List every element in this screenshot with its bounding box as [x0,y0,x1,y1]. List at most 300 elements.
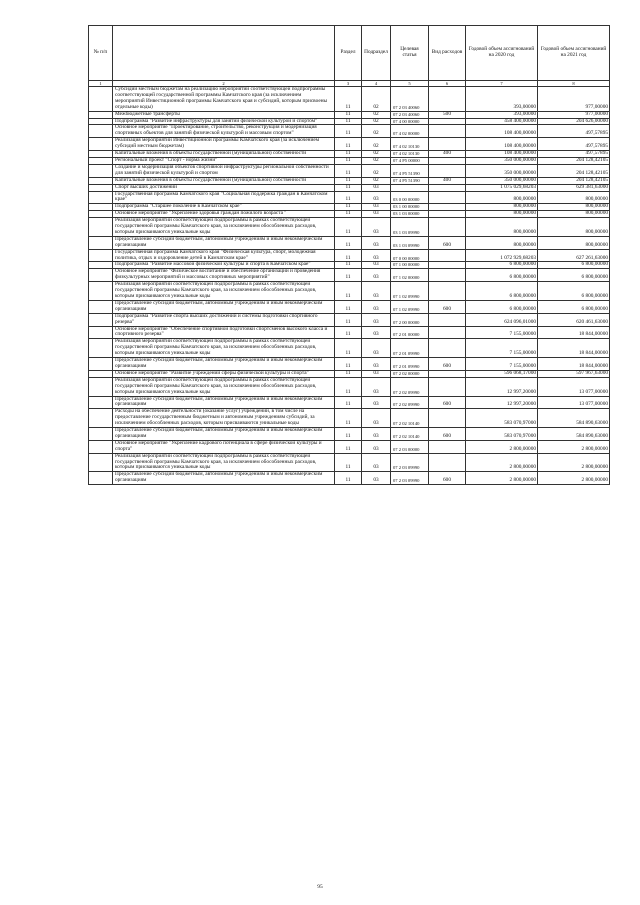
cell-section: 11 [335,453,362,472]
cell-num [89,236,113,249]
column-header-2021: Годовой объем ассигнований на 2021 год [538,26,610,81]
cell-name: Предоставление субсидий бюджетным, автономным учреждениям и иным некоммерческим организациям [113,358,335,371]
column-number: 4 [362,81,391,87]
cell-2021: 800,00000 [538,204,610,211]
cell-2021: 497,57895 [538,138,610,151]
cell-section: 11 [335,125,362,138]
cell-2020: 350 000,00000 [466,164,538,177]
cell-target: 07 1 02 09990 [391,300,429,313]
cell-subsection: 03 [362,249,391,262]
table-row [89,184,610,191]
cell-target: 07 4 02 10130 [391,151,429,158]
cell-name: Подпрограмма "Развитие спорта высших достижений и системы подготовки спортивного резерва" [113,313,335,326]
table-row [89,339,610,358]
cell-section: 11 [335,313,362,326]
cell-target: 07 2 03 40060 [391,111,429,118]
cell-expense-type: 500 [429,111,466,118]
cell-2020: 596 068,17000 [466,370,538,377]
cell-2021: 800,00000 [538,211,610,218]
cell-subsection: 03 [362,396,391,409]
cell-expense-type [429,326,466,339]
cell-subsection: 03 [362,440,391,453]
cell-2021: 2 800,00000 [538,472,610,485]
cell-subsection: 03 [362,184,391,191]
cell-num [89,249,113,262]
column-number: 3 [335,81,362,87]
cell-target: 03 1 03 09990 [391,218,429,237]
cell-subsection: 03 [362,428,391,441]
cell-name: Реализация мероприятий соответствующей подпрограммы в рамках соответствующей государственной программы Камчатского края, за исключением обособленных расходов, которым присваиваются уникальные коды [113,218,335,237]
cell-expense-type: 600 [429,396,466,409]
cell-section: 11 [335,184,362,191]
cell-target: 07 4 P5 51390 [391,164,429,177]
cell-section: 11 [335,300,362,313]
table-body [89,87,610,485]
cell-target: 07 0 00 00000 [391,249,429,262]
table-row [89,87,610,112]
cell-2020: 108 400,00000 [466,138,538,151]
cell-section: 11 [335,377,362,396]
budget-table [88,25,610,485]
table-row [89,313,610,326]
cell-expense-type [429,249,466,262]
cell-expense-type [429,157,466,164]
cell-num [89,339,113,358]
cell-target: 07 4 02 00000 [391,125,429,138]
cell-2021: 204 128,42105 [538,177,610,184]
cell-expense-type [429,440,466,453]
cell-name: Основное мероприятие "Укрепление кадрового потенциала в сфере физической культуры и спорта" [113,440,335,453]
cell-2021: 800,00000 [538,191,610,204]
cell-subsection: 02 [362,151,391,158]
table-row [89,396,610,409]
cell-section: 11 [335,87,362,112]
cell-target: 07 2 00 00000 [391,313,429,326]
cell-target: 07 4 P5 00000 [391,157,429,164]
cell-num [89,377,113,396]
cell-num [89,262,113,269]
cell-2020: 1 075 029,68203 [466,184,538,191]
cell-expense-type: 600 [429,358,466,371]
cell-name: Реализация мероприятий соответствующей подпрограммы в рамках соответствующей государственной программы Камчатского края, за исключением обособленных расходов, которым присваиваются уникальные коды [113,282,335,301]
cell-2020: 458 400,00000 [466,118,538,125]
cell-expense-type [429,118,466,125]
cell-name: Основное мероприятие "Развитие учреждений сферы физической культуры и спорта" [113,370,335,377]
cell-name: Предоставление субсидий бюджетным, автономным учреждениям и иным некоммерческим организациям [113,236,335,249]
cell-section: 11 [335,204,362,211]
cell-section: 11 [335,370,362,377]
cell-num [89,269,113,282]
column-header-target: Целевая статья [391,26,429,81]
cell-num [89,111,113,118]
cell-2021: 13 077,00000 [538,396,610,409]
cell-expense-type [429,269,466,282]
table-row [89,428,610,441]
cell-name: Предоставление субсидий бюджетным, автономным учреждениям и иным некоммерческим организациям [113,428,335,441]
column-number: 7 [466,81,538,87]
cell-subsection: 02 [362,87,391,112]
cell-subsection: 03 [362,191,391,204]
cell-expense-type [429,262,466,269]
cell-target: 03 1 00 00000 [391,204,429,211]
cell-2021: 977,00000 [538,111,610,118]
cell-num [89,157,113,164]
cell-expense-type: 600 [429,236,466,249]
cell-expense-type [429,138,466,151]
cell-name: Подпрограмма "Старшее поколение в Камчатском крае" [113,204,335,211]
cell-name: Подпрограмма "Развитие инфраструктуры для занятий физической культурой и спортом" [113,118,335,125]
cell-target: 07 4 02 10130 [391,138,429,151]
cell-num [89,300,113,313]
cell-target: 07 2 03 00000 [391,440,429,453]
column-number: 2 [113,81,335,87]
cell-num [89,453,113,472]
cell-section: 11 [335,138,362,151]
cell-2021: 620 461,63000 [538,313,610,326]
cell-section: 11 [335,111,362,118]
cell-subsection: 03 [362,204,391,211]
cell-2021: 597 967,63000 [538,370,610,377]
table-row [89,164,610,177]
cell-2020: 1 072 929,68203 [466,249,538,262]
cell-2021: 800,00000 [538,236,610,249]
table-row [89,236,610,249]
table-row [89,125,610,138]
cell-target: 07 2 03 09990 [391,472,429,485]
cell-section: 11 [335,396,362,409]
cell-subsection: 03 [362,409,391,428]
cell-section: 11 [335,440,362,453]
cell-num [89,218,113,237]
column-number: 6 [429,81,466,87]
cell-2021: 6 800,00000 [538,282,610,301]
budget-table-sheet [88,25,609,485]
cell-target: 07 4 00 00000 [391,118,429,125]
cell-target: 07 1 02 00000 [391,269,429,282]
cell-expense-type [429,453,466,472]
cell-target: 07 2 03 40060 [391,87,429,112]
cell-2020: 583 070,97000 [466,428,538,441]
cell-subsection: 03 [362,236,391,249]
cell-name: Основное мероприятие "Проектирование, строительство, реконструкция и модернизация спортивных объектов для занятий физической культурой и массовым спортом" [113,125,335,138]
cell-name: Государственная программа Камчатского края "Физическая культура, спорт, молодежная политика, отдых и оздоровление детей в Камчатском крае" [113,249,335,262]
cell-name: Основное мероприятие "Укрепление здоровья граждан пожилого возраста " [113,211,335,218]
column-header-name [113,26,335,81]
cell-2020: 624 096,01000 [466,313,538,326]
cell-num [89,428,113,441]
cell-2020: 800,00000 [466,191,538,204]
table-row [89,440,610,453]
cell-section: 11 [335,164,362,177]
cell-subsection: 03 [362,218,391,237]
table-header-row [89,26,610,81]
cell-name: Создание и модернизация объектов спортивной инфраструктуры региональной собственности для занятий физической культурой и спортом [113,164,335,177]
cell-target: 07 2 02 09990 [391,396,429,409]
cell-target: 07 2 01 09990 [391,339,429,358]
cell-expense-type [429,184,466,191]
cell-subsection: 02 [362,125,391,138]
table-row [89,453,610,472]
cell-2020: 393,00000 [466,87,538,112]
cell-2020: 350 000,00000 [466,157,538,164]
cell-num [89,184,113,191]
cell-section: 11 [335,428,362,441]
cell-name: Капитальные вложения в объекты государственной (муниципальной) собственности [113,177,335,184]
cell-name: Предоставление субсидий бюджетным, автономным учреждениям и иным некоммерческим организациям [113,472,335,485]
cell-section: 11 [335,409,362,428]
cell-2020: 6 800,00000 [466,282,538,301]
cell-section: 11 [335,326,362,339]
cell-name: Спорт высших достижений [113,184,335,191]
cell-target: 07 4 P5 51390 [391,177,429,184]
cell-section: 11 [335,472,362,485]
cell-name: Региональный проект "Спорт - норма жизни" [113,157,335,164]
table-row [89,326,610,339]
cell-num [89,409,113,428]
cell-target: 07 2 02 10140 [391,409,429,428]
cell-2021: 497,57895 [538,125,610,138]
cell-section: 11 [335,339,362,358]
cell-target: 07 2 01 00000 [391,326,429,339]
cell-subsection: 03 [362,370,391,377]
table-row [89,282,610,301]
cell-target: 07 2 02 09990 [391,377,429,396]
cell-2020: 800,00000 [466,204,538,211]
cell-expense-type [429,191,466,204]
cell-2020: 2 800,00000 [466,453,538,472]
cell-2020: 108 400,00000 [466,151,538,158]
cell-expense-type: 600 [429,472,466,485]
cell-name: Межбюджетные трансферты [113,111,335,118]
cell-2021: 584 890,63000 [538,428,610,441]
table-row [89,377,610,396]
cell-name: Реализация мероприятий Инвестиционной программы Камчатского края (за исключением субсидий местным бюджетам) [113,138,335,151]
cell-subsection: 03 [362,358,391,371]
cell-subsection: 02 [362,157,391,164]
cell-expense-type [429,164,466,177]
cell-section: 11 [335,282,362,301]
cell-num [89,472,113,485]
cell-num [89,151,113,158]
cell-name: Основное мероприятие "Физическое воспитание и обеспечение организации и проведения физкультурных мероприятий и массовых спортивных мероприятий" [113,269,335,282]
cell-num [89,125,113,138]
cell-target: 07 2 01 09990 [391,358,429,371]
cell-num [89,396,113,409]
cell-2020: 7 155,00000 [466,339,538,358]
cell-expense-type [429,125,466,138]
page-number: 95 [317,884,323,890]
cell-name: Подпрограмма "Развитие массовой физической культуры и спорта в Камчатском крае" [113,262,335,269]
cell-2020: 350 000,00000 [466,177,538,184]
cell-section: 11 [335,118,362,125]
table-row [89,191,610,204]
column-header-subsection: Подраздел [362,26,391,81]
cell-2021: 18 844,00000 [538,326,610,339]
cell-subsection: 03 [362,339,391,358]
cell-expense-type [429,87,466,112]
cell-name: Государственная программа Камчатского края "Социальная поддержка граждан в Камчатском крае" [113,191,335,204]
cell-2020: 6 800,00000 [466,262,538,269]
cell-2020: 12 997,20000 [466,377,538,396]
cell-subsection: 03 [362,453,391,472]
cell-2020: 393,00000 [466,111,538,118]
cell-num [89,211,113,218]
cell-subsection: 03 [362,282,391,301]
cell-name: Расходы на обеспечение деятельности (оказание услуг) учреждений, в том числе на предоставление государственным бюджетным и автономным учреждениям субсидий, за исключением обособленных расходов, которым присваиваются уникальные коды [113,409,335,428]
cell-name: Реализация мероприятий соответствующей подпрограммы в рамках соответствующей государственной программы Камчатского края, за исключением обособленных расходов, которым присваиваются уникальные коды [113,453,335,472]
cell-2020: 2 800,00000 [466,440,538,453]
column-header-2020: Годовой объем ассигнований на 2020 год [466,26,538,81]
cell-2021: 18 844,00000 [538,339,610,358]
cell-num [89,177,113,184]
cell-expense-type [429,211,466,218]
cell-section: 11 [335,211,362,218]
cell-expense-type: 600 [429,300,466,313]
cell-section: 11 [335,191,362,204]
cell-section: 11 [335,177,362,184]
cell-name: Предоставление субсидий бюджетным, автономным учреждениям и иным некоммерческим организациям [113,396,335,409]
cell-subsection: 02 [362,138,391,151]
cell-2020: 7 155,00000 [466,358,538,371]
cell-expense-type: 600 [429,428,466,441]
cell-section: 11 [335,151,362,158]
cell-2021: 627 261,63000 [538,249,610,262]
cell-subsection: 02 [362,111,391,118]
table-row [89,300,610,313]
cell-section: 11 [335,358,362,371]
cell-target: 07 1 02 09990 [391,282,429,301]
cell-2020: 12 997,20000 [466,396,538,409]
cell-expense-type [429,282,466,301]
cell-subsection: 02 [362,164,391,177]
cell-2020: 800,00000 [466,218,538,237]
column-number: 8 [538,81,610,87]
cell-name: Предоставление субсидий бюджетным, автономным учреждениям и иным некоммерческим организациям [113,300,335,313]
cell-name: Субсидии местным бюджетам на реализацию мероприятий соответствующей подпрограммы соответствующей государственной программы Камчатского края (за исключением мероприятий Инвестиционной программы Камчатского края и субсидий, которым присвоены отдельные коды) [113,87,335,112]
cell-expense-type [429,370,466,377]
cell-2021: 6 800,00000 [538,262,610,269]
cell-name: Основное мероприятие "Обеспечение спортивной подготовки спортсменов высокого класса и спортивного резерва" [113,326,335,339]
cell-2021: 977,00000 [538,87,610,112]
cell-expense-type [429,313,466,326]
cell-target: 07 1 00 00000 [391,262,429,269]
column-header-num: № п/п [89,26,113,81]
cell-2021: 18 844,00000 [538,358,610,371]
table-row [89,111,610,118]
cell-section: 11 [335,269,362,282]
cell-2021: 204 128,42105 [538,164,610,177]
cell-name: Реализация мероприятий соответствующей подпрограммы в рамках соответствующей государственной программы Камчатского края, за исключением обособленных расходов, которым присваиваются уникальные коды [113,377,335,396]
cell-subsection: 02 [362,118,391,125]
cell-num [89,87,113,112]
cell-2020: 7 155,00000 [466,326,538,339]
table-row [89,218,610,237]
cell-section: 11 [335,249,362,262]
column-header-section: Раздел [335,26,362,81]
cell-expense-type [429,409,466,428]
cell-num [89,326,113,339]
cell-section: 11 [335,236,362,249]
cell-subsection: 03 [362,269,391,282]
cell-target: 03 1 03 09990 [391,236,429,249]
cell-2021: 800,00000 [538,218,610,237]
cell-2021: 204 626,00000 [538,118,610,125]
cell-2021: 2 800,00000 [538,440,610,453]
column-number: 5 [391,81,429,87]
cell-num [89,370,113,377]
table-row [89,409,610,428]
cell-num [89,204,113,211]
cell-num [89,440,113,453]
cell-expense-type [429,377,466,396]
table-row [89,358,610,371]
cell-expense-type [429,204,466,211]
cell-subsection: 03 [362,211,391,218]
cell-num [89,282,113,301]
cell-expense-type [429,339,466,358]
cell-target: 07 2 02 00000 [391,370,429,377]
cell-2021: 2 800,00000 [538,453,610,472]
cell-section: 11 [335,262,362,269]
cell-name: Реализация мероприятий соответствующей подпрограммы в рамках соответствующей государственной программы Камчатского края, за исключением обособленных расходов, которым присваиваются уникальные коды [113,339,335,358]
cell-num [89,191,113,204]
cell-subsection: 02 [362,177,391,184]
cell-section: 11 [335,157,362,164]
cell-expense-type: 400 [429,177,466,184]
cell-expense-type [429,218,466,237]
cell-2020: 6 800,00000 [466,269,538,282]
cell-subsection: 03 [362,472,391,485]
cell-2021: 584 890,63000 [538,409,610,428]
cell-num [89,358,113,371]
table-row [89,138,610,151]
cell-2021: 204 128,42105 [538,157,610,164]
cell-target: 07 2 02 10140 [391,428,429,441]
cell-2020: 800,00000 [466,211,538,218]
cell-num [89,138,113,151]
cell-subsection: 03 [362,377,391,396]
cell-2020: 800,00000 [466,236,538,249]
table-row [89,472,610,485]
cell-subsection: 03 [362,313,391,326]
cell-2020: 108 400,00000 [466,125,538,138]
cell-2021: 6 800,00000 [538,269,610,282]
cell-2021: 6 800,00000 [538,300,610,313]
cell-2021: 497,57895 [538,151,610,158]
cell-expense-type: 400 [429,151,466,158]
cell-target: 07 2 03 09990 [391,453,429,472]
cell-num [89,118,113,125]
cell-2020: 583 070,97000 [466,409,538,428]
cell-target [391,184,429,191]
cell-num [89,313,113,326]
column-number: 1 [89,81,113,87]
table-row [89,269,610,282]
cell-subsection: 03 [362,262,391,269]
cell-2021: 629 381,63000 [538,184,610,191]
cell-section: 11 [335,218,362,237]
cell-2021: 13 077,00000 [538,377,610,396]
cell-target: 03 0 00 00000 [391,191,429,204]
cell-name: Капитальные вложения в объекты государственной (муниципальной) собственности [113,151,335,158]
cell-target: 03 1 03 00000 [391,211,429,218]
cell-2020: 2 800,00000 [466,472,538,485]
cell-subsection: 03 [362,326,391,339]
cell-num [89,164,113,177]
cell-2020: 6 800,00000 [466,300,538,313]
column-header-expense-type: Вид расходов [429,26,466,81]
cell-subsection: 03 [362,300,391,313]
